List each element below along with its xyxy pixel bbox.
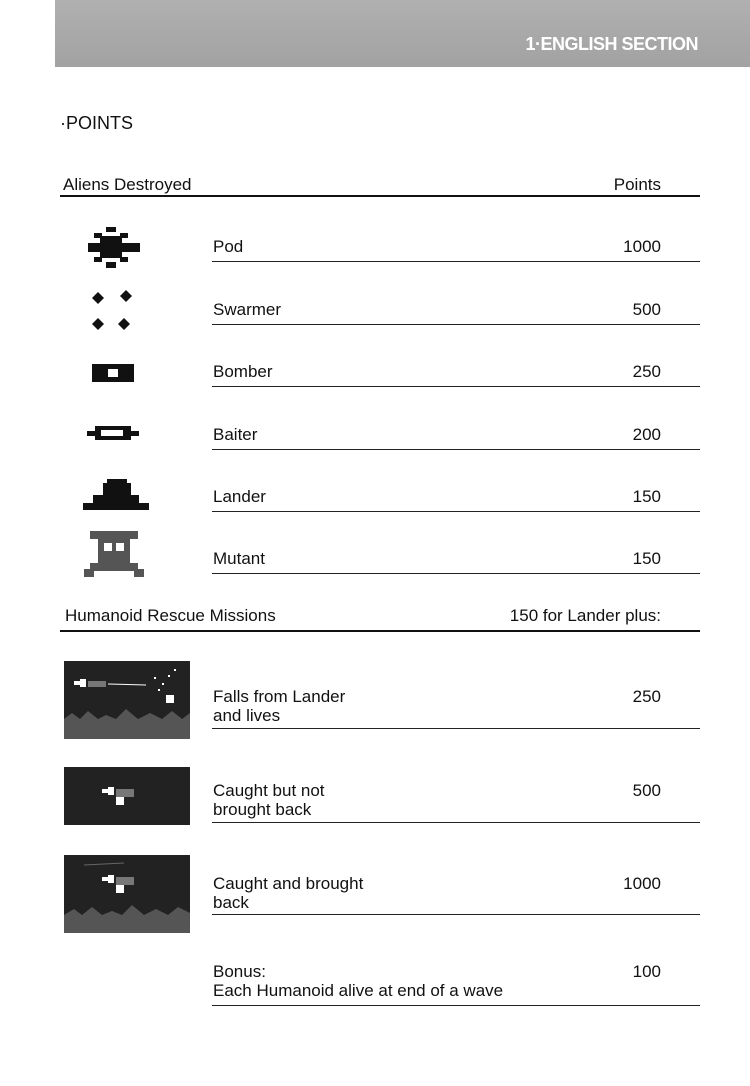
mission-line-1: Falls from Lander bbox=[213, 687, 346, 706]
alien-name: Bomber bbox=[213, 362, 273, 381]
bonus-points: 100 bbox=[632, 962, 661, 981]
row-divider bbox=[212, 324, 700, 325]
column-header-aliens: Aliens Destroyed bbox=[63, 175, 192, 194]
row-divider bbox=[212, 261, 700, 262]
column-header-points: Points bbox=[613, 175, 661, 194]
caught-and-brought-back-screenshot bbox=[64, 855, 190, 933]
column-header-rescue-points: 150 for Lander plus: bbox=[509, 606, 661, 625]
mission-line-2: back bbox=[213, 893, 249, 912]
row-divider bbox=[212, 511, 700, 512]
bonus-title: Bonus: bbox=[213, 962, 266, 981]
caught-not-brought-back-screenshot bbox=[64, 767, 190, 825]
baiter-icon bbox=[87, 425, 139, 441]
pod-icon bbox=[86, 227, 142, 269]
swarmer-icon bbox=[88, 288, 138, 336]
mission-line-1: Caught and brought bbox=[213, 874, 364, 893]
mission-points: 1000 bbox=[623, 874, 661, 893]
mutant-icon bbox=[84, 531, 144, 581]
row-divider bbox=[212, 822, 700, 823]
alien-points: 200 bbox=[632, 425, 661, 444]
mission-line-1: Caught but not bbox=[213, 781, 325, 800]
lander-icon bbox=[83, 479, 149, 515]
alien-name: Pod bbox=[213, 237, 244, 256]
row-divider bbox=[212, 914, 700, 915]
bomber-icon bbox=[92, 362, 134, 384]
row-divider bbox=[212, 573, 700, 574]
alien-points: 1000 bbox=[623, 237, 661, 256]
row-divider bbox=[212, 1005, 700, 1006]
page-title: ·POINTS bbox=[60, 113, 134, 133]
rescue-header-rule bbox=[60, 630, 700, 632]
mission-points: 250 bbox=[632, 687, 661, 706]
header-band bbox=[55, 0, 750, 67]
alien-name: Mutant bbox=[213, 549, 265, 568]
row-divider bbox=[212, 386, 700, 387]
mission-description bbox=[213, 781, 325, 819]
alien-name: Swarmer bbox=[213, 300, 282, 319]
alien-points: 500 bbox=[632, 300, 661, 319]
bonus-description bbox=[213, 962, 503, 1000]
section-header: 1·ENGLISH SECTION bbox=[525, 34, 698, 54]
mission-line-2: and lives bbox=[213, 706, 281, 725]
row-divider bbox=[212, 449, 700, 450]
alien-points: 250 bbox=[632, 362, 661, 381]
alien-name: Lander bbox=[213, 487, 266, 506]
column-header-rescue: Humanoid Rescue Missions bbox=[65, 606, 276, 625]
alien-name: Baiter bbox=[213, 425, 258, 444]
mission-points: 500 bbox=[632, 781, 661, 800]
row-divider bbox=[212, 728, 700, 729]
mission-description bbox=[213, 687, 345, 725]
alien-points: 150 bbox=[632, 487, 661, 506]
mission-line-2: brought back bbox=[213, 800, 312, 819]
alien-points: 150 bbox=[632, 549, 661, 568]
header-rule bbox=[60, 195, 700, 197]
bonus-detail: Each Humanoid alive at end of a wave bbox=[213, 981, 504, 1000]
mission-description bbox=[213, 874, 363, 912]
falls-from-lander-screenshot bbox=[64, 661, 190, 739]
